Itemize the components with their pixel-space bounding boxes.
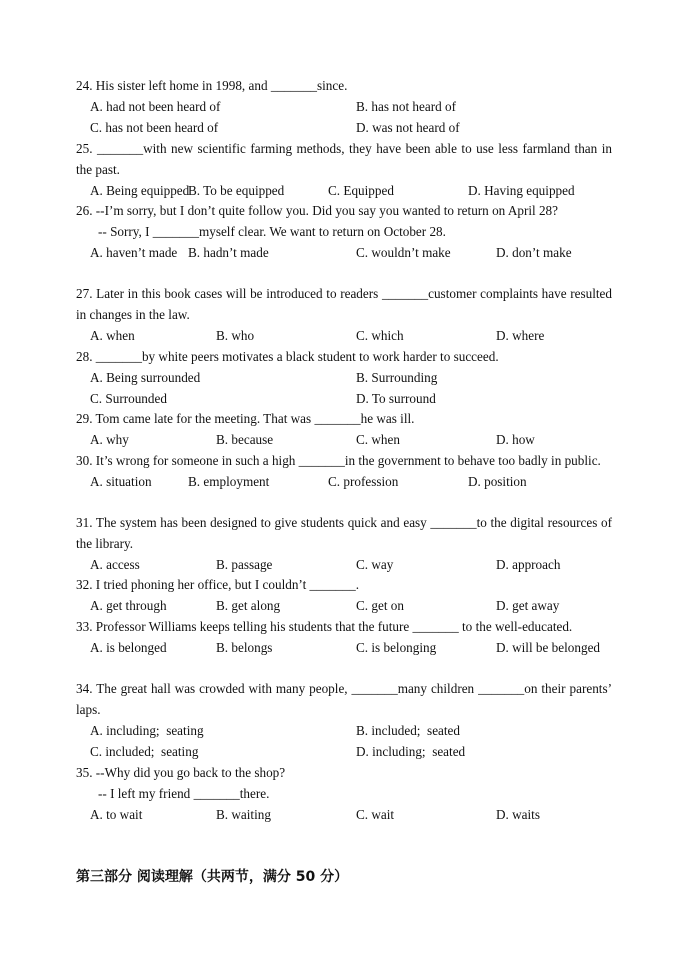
question-25 bbox=[76, 139, 612, 202]
question-stem: 24. His sister left home in 1998, and _______since. bbox=[76, 78, 348, 93]
option-b: B. passage bbox=[216, 556, 273, 572]
option-d: D. To surround bbox=[356, 390, 436, 406]
option-b: B. waiting bbox=[216, 806, 271, 822]
option-c: C. has not been heard of bbox=[90, 119, 219, 135]
option-a: A. situation bbox=[90, 473, 152, 489]
question-30 bbox=[76, 451, 612, 493]
question-stem: 27. Later in this book cases will be introduced to readers _______customer complaints have resulted in changes in the law. bbox=[76, 286, 612, 322]
option-b: B. To be equipped bbox=[188, 182, 285, 198]
question-stem: 28. _______by white peers motivates a black student to work harder to succeed. bbox=[76, 349, 499, 364]
option-c: C. wait bbox=[356, 806, 395, 822]
option-b: B. Surrounding bbox=[356, 369, 438, 385]
section-heading: 第三部分 阅读理解（共两节，满分 50 分） bbox=[76, 869, 349, 885]
question-28 bbox=[76, 347, 612, 410]
options-row bbox=[76, 389, 612, 410]
option-a: A. to wait bbox=[90, 806, 143, 822]
question-stem: 32. I tried phoning her office, but I couldn’t _______. bbox=[76, 577, 359, 592]
options-row bbox=[76, 721, 612, 742]
question-29 bbox=[76, 409, 612, 451]
question-stem: 33. Professor Williams keeps telling his students that the future _______ to the well-educated. bbox=[76, 619, 573, 634]
question-33 bbox=[76, 617, 612, 659]
option-b: B. belongs bbox=[216, 639, 273, 655]
option-d: D. position bbox=[468, 473, 527, 489]
option-a: A. Being equipped bbox=[90, 182, 190, 198]
option-d: D. Having equipped bbox=[468, 182, 575, 198]
question-34 bbox=[76, 679, 612, 763]
question-stem: 26. --I’m sorry, but I don’t quite follow you. Did you say you wanted to return on April 28? bbox=[76, 203, 558, 218]
question-stem: 34. The great hall was crowded with many people, _______many children _______on their parents’ laps. bbox=[76, 681, 612, 717]
options-row bbox=[76, 326, 612, 347]
option-c: C. which bbox=[356, 327, 404, 343]
option-b: B. has not heard of bbox=[356, 98, 456, 114]
option-a: A. haven’t made bbox=[90, 244, 178, 260]
option-b: B. hadn’t made bbox=[188, 244, 269, 260]
option-d: D. approach bbox=[496, 556, 561, 572]
option-c: C. wouldn’t make bbox=[356, 244, 451, 260]
option-b: B. get along bbox=[216, 597, 281, 613]
question-35 bbox=[76, 763, 612, 826]
option-c: C. Equipped bbox=[328, 182, 394, 198]
options-row bbox=[76, 472, 612, 493]
question-stem: 35. --Why did you go back to the shop? bbox=[76, 765, 286, 780]
option-a: A. when bbox=[90, 327, 135, 343]
option-b: B. employment bbox=[188, 473, 270, 489]
option-d: D. will be belonged bbox=[496, 639, 601, 655]
question-stem: 30. It’s wrong for someone in such a high _______in the government to behave too badly in public. bbox=[76, 453, 601, 468]
option-b: B. included; seated bbox=[356, 722, 461, 738]
options-row bbox=[76, 596, 612, 617]
question-32 bbox=[76, 575, 612, 617]
option-a: A. access bbox=[90, 556, 140, 572]
option-d: D. where bbox=[496, 327, 545, 343]
options-row bbox=[76, 742, 612, 763]
question-stem: 25. _______with new scientific farming methods, they have been able to use less farmland than in the past. bbox=[76, 141, 612, 177]
options-row bbox=[76, 97, 612, 118]
option-d: D. was not heard of bbox=[356, 119, 460, 135]
options-row bbox=[76, 368, 612, 389]
option-a: A. had not been heard of bbox=[90, 98, 221, 114]
question-31 bbox=[76, 513, 612, 576]
question-stem: 29. Tom came late for the meeting. That was _______he was ill. bbox=[76, 411, 415, 426]
option-d: D. get away bbox=[496, 597, 560, 613]
option-d: D. don’t make bbox=[496, 244, 572, 260]
question-24 bbox=[76, 76, 612, 139]
question-stem: 31. The system has been designed to give students quick and easy _______to the digital resources of the library. bbox=[76, 515, 612, 551]
question-26 bbox=[76, 201, 612, 264]
option-b: B. because bbox=[216, 431, 274, 447]
options-row bbox=[76, 555, 612, 576]
option-a: A. is belonged bbox=[90, 639, 167, 655]
options-row bbox=[76, 430, 612, 451]
option-c: C. get on bbox=[356, 597, 404, 613]
options-row bbox=[76, 243, 612, 264]
option-c: C. when bbox=[356, 431, 400, 447]
option-a: A. Being surrounded bbox=[90, 369, 201, 385]
options-row bbox=[76, 805, 612, 826]
option-a: A. why bbox=[90, 431, 129, 447]
option-d: D. waits bbox=[496, 806, 540, 822]
option-c: C. included; seating bbox=[90, 743, 199, 759]
option-c: C. way bbox=[356, 556, 394, 572]
options-row bbox=[76, 181, 612, 202]
question-27 bbox=[76, 284, 612, 347]
options-row bbox=[76, 638, 612, 659]
option-b: B. who bbox=[216, 327, 255, 343]
question-reply: -- Sorry, I _______myself clear. We want to return on October 28. bbox=[98, 223, 446, 239]
option-d: D. how bbox=[496, 431, 535, 447]
option-a: A. including; seating bbox=[90, 722, 204, 738]
option-c: C. profession bbox=[328, 473, 399, 489]
options-row bbox=[76, 118, 612, 139]
option-a: A. get through bbox=[90, 597, 167, 613]
option-d: D. including; seated bbox=[356, 743, 466, 759]
option-c: C. Surrounded bbox=[90, 390, 167, 406]
question-reply: -- I left my friend _______there. bbox=[98, 785, 270, 801]
option-c: C. is belonging bbox=[356, 639, 437, 655]
